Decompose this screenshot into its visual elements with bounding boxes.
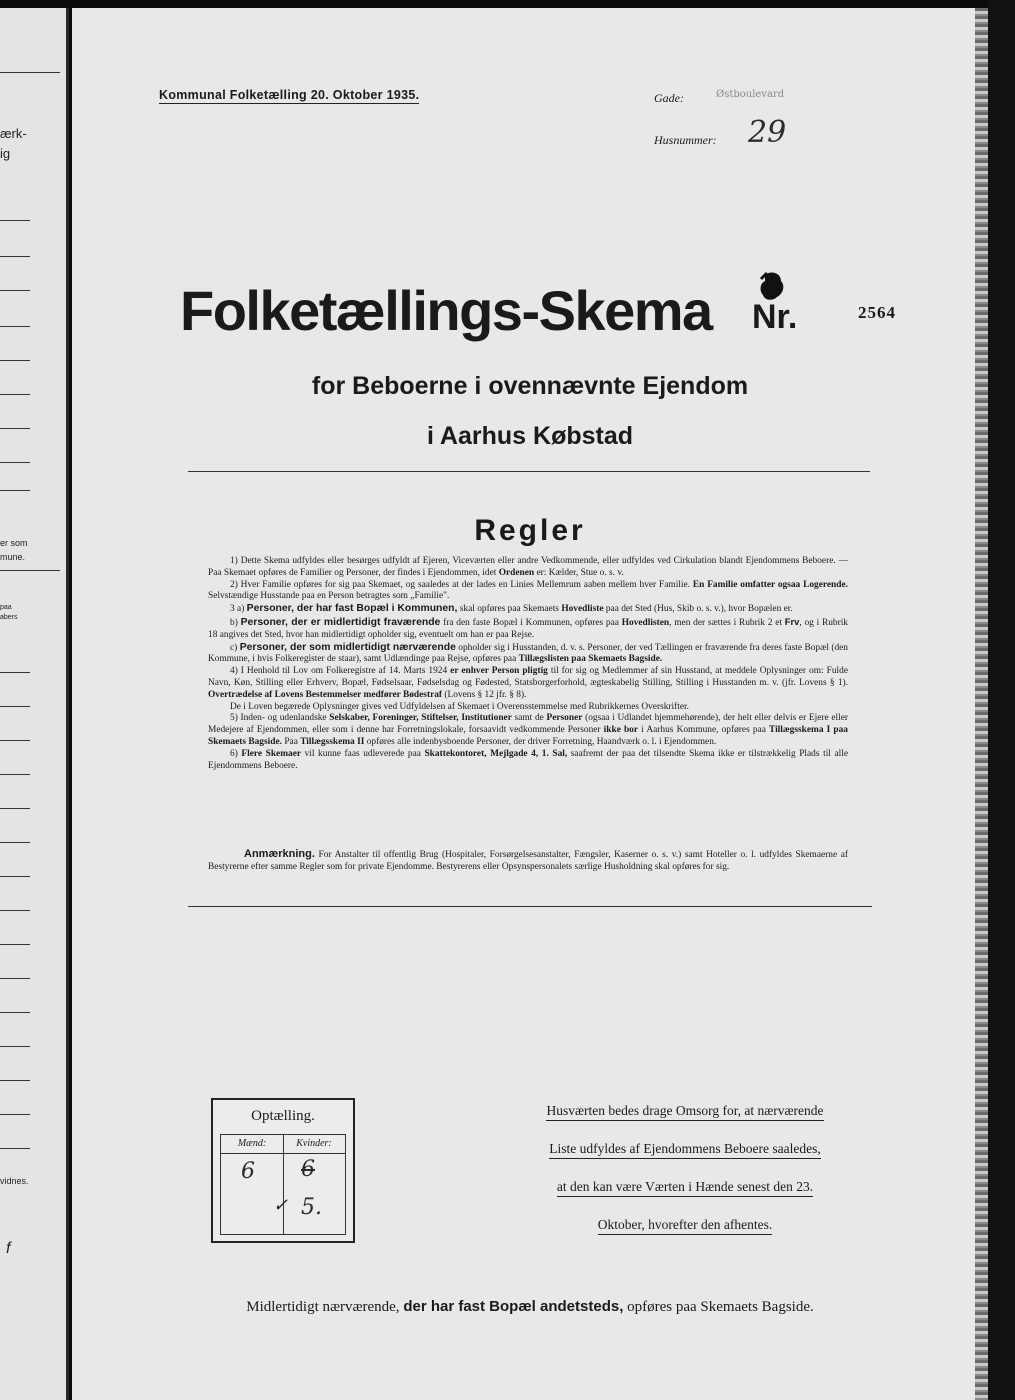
previous-page-edge bbox=[0, 8, 69, 1400]
remark-text: For Anstalter til offentlig Brug (Hospitaler, Forsørgelsesanstalter, Fængsler, Kaserner o. s. v.) samt Hoteller o. l. udfyldes Skemaerne af Bestyrerne efter samme Regler som for private Ejendomme. Bestyrerens eller Opsynspersonalets særlige Husholdning skal opføres for sig. bbox=[208, 850, 848, 872]
rule-3b: b) Personer, der er midlertidigt fraværende fra den faste Bopæl i Kommunen, opføres paa Hovedlisten, men der sættes i Rubrik 2 et Frv, og i Rubrik 18 angives det Sted, hvor han midlertidigt opholder sig, eventuelt om han er paa Rejse. bbox=[208, 615, 848, 640]
count-title: Optælling. bbox=[251, 1108, 315, 1124]
page-stack-edge bbox=[975, 8, 989, 1400]
census-form-sheet bbox=[72, 8, 988, 1400]
instruction-line: Husværten bedes drage Omsorg for, at nærværende bbox=[546, 1103, 823, 1121]
rule-line bbox=[0, 706, 30, 707]
subtitle-town: i Aarhus Købstad bbox=[426, 422, 634, 450]
text-fragment: paa bbox=[0, 604, 12, 611]
header-divider bbox=[221, 1153, 345, 1154]
subtitle-residents: for Beboerne i ovennævnte Ejendom bbox=[311, 372, 749, 400]
rule-line bbox=[0, 570, 60, 571]
rule-line bbox=[0, 876, 30, 877]
house-number-label: Husnummer: bbox=[654, 133, 717, 147]
column-divider bbox=[283, 1135, 284, 1234]
rule-3c: c) Personer, der som midlertidigt nærværende opholder sig i Husstanden, d. v. s. Personer, der ved Tællingen er fraværende fra deres faste Bopæl (den Kommune, i hvis Folkeregister de staar), samt Udlændinge paa Rejse, opføres paa Tillægslisten paa Skemaets Bagside. bbox=[208, 641, 848, 665]
check-mark-icon: ✓ bbox=[273, 1195, 289, 1216]
rule-line bbox=[0, 490, 30, 491]
text-fragment: f bbox=[6, 1240, 11, 1257]
divider bbox=[188, 471, 870, 472]
rule-4: 4) I Henhold til Lov om Folkeregistre af 14. Marts 1924 er enhver Person pligtig til for sig og Medlemmer af sin Husstand, at meddele Oplysninger om: Fulde Navn, Køn, Stilling eller Erhverv, Bopæl, Fødselsaar, Fødselsdag og Fødested, Statsborgerforhold, ægteskabelig Stilling, Stilling i Husstanden m. v. (jfr. Lovens § 1). Overtrædelse af Lovens Bestemmelser medfører Bødestraf (Lovens § 12 jfr. § 8). bbox=[208, 666, 848, 700]
text-fragment: ig bbox=[0, 146, 11, 161]
rule-2: 2) Hver Familie opføres for sig paa Skemaet, og saaledes at der lades en Linies Mellemrum aaben mellem hver Familie. En Familie omfatter ogsaa Logerende. Selvstændige Husstande paa en Person betragtes som „Familie". bbox=[208, 579, 848, 602]
rule-line bbox=[0, 220, 30, 221]
landlord-instructions bbox=[510, 1103, 860, 1245]
men-label: Mænd: bbox=[237, 1138, 267, 1149]
rule-line bbox=[0, 1012, 30, 1013]
rule-line bbox=[0, 72, 60, 73]
text-fragment: mune. bbox=[0, 552, 26, 562]
rule-line bbox=[0, 1114, 30, 1115]
rule-line bbox=[0, 1046, 30, 1047]
divider bbox=[188, 906, 872, 907]
text-fragment: er som bbox=[0, 538, 28, 548]
text-fragment: ærk- bbox=[0, 126, 27, 141]
rule-line bbox=[0, 1080, 30, 1081]
instruction-line: Liste udfyldes af Ejendommens Beboere saaledes, bbox=[549, 1141, 820, 1159]
rule-line bbox=[0, 808, 30, 809]
count-box bbox=[211, 1098, 355, 1243]
rule-line bbox=[0, 256, 30, 257]
remark-note bbox=[208, 848, 848, 873]
rule-line bbox=[0, 978, 30, 979]
rule-4-cont: De i Loven begærede Oplysninger gives ved Udfyldelsen af Skemaet i Overensstemmelse med Rubrikkernes Overskrifter. bbox=[230, 701, 689, 712]
rule-line bbox=[0, 360, 30, 361]
rule-6: 6) Flere Skemaer vil kunne faas udleverede paa Skattekontoret, Mejlgade 4, 1. Sal, saafremt der paa det tilsendte Skema ikke er tilstrækkelig Plads til alle Ejendommens Beboere. bbox=[208, 748, 849, 771]
rule-line bbox=[0, 428, 30, 429]
rule-line bbox=[0, 944, 30, 945]
rules-heading: Regler bbox=[474, 514, 586, 547]
street-value: Østboulevard bbox=[716, 89, 785, 100]
census-title: Kommunal Folketælling 20. Oktober 1935. bbox=[159, 88, 420, 102]
rule-line bbox=[0, 290, 30, 291]
binder-edge bbox=[988, 0, 1015, 1400]
rule-line bbox=[0, 394, 30, 395]
remark-label: Anmærkning. bbox=[244, 848, 315, 860]
form-number: 2564 bbox=[858, 303, 896, 322]
women-count-struck: 6 bbox=[301, 1157, 315, 1182]
instruction-line: Oktober, hvorefter den afhentes. bbox=[598, 1217, 773, 1235]
rule-line bbox=[0, 842, 30, 843]
rules-text bbox=[208, 556, 848, 772]
count-table bbox=[220, 1134, 346, 1235]
rule-line bbox=[0, 740, 30, 741]
text-fragment: vidnes. bbox=[0, 1176, 29, 1186]
form-title: Folketællings-Skema bbox=[180, 279, 712, 342]
street-label: Gade: bbox=[654, 91, 684, 105]
text-fragment: abers bbox=[0, 614, 18, 621]
instruction-line: at den kan være Værten i Hænde senest den 23. bbox=[557, 1179, 813, 1197]
rule-line bbox=[0, 326, 30, 327]
number-label: Nr. bbox=[752, 298, 798, 336]
women-label: Kvinder: bbox=[296, 1138, 332, 1149]
women-count: 5. bbox=[301, 1195, 322, 1220]
rule-line bbox=[0, 1148, 30, 1149]
rule-1: 1) Dette Skema udfyldes eller besørges udfyldt af Ejeren, Viceværten eller andre Vedkommende, eller udfyldes ved Cirkulation blandt Ejendommens Beboere. — Paa Skemaet opføres de Familier og Personer, der findes i Ejendommen, idet Ordenen er: Kælder, Stue o. s. v. bbox=[208, 556, 848, 578]
rule-3a: 3 a) Personer, der har fast Bopæl i Kommunen, skal opføres paa Skemaets Hovedliste paa det Sted (Hus, Skib o. s. v.), hvor Bopælen er. bbox=[230, 603, 793, 615]
footer-note: Midlertidigt nærværende, der har fast Bopæl andetsteds, opføres paa Skemaets Bagside. bbox=[246, 1298, 814, 1315]
rule-5: 5) Inden- og udenlandske Selskaber, Foreninger, Stiftelser, Institutioner samt de Personer (ogsaa i Udlandet hjemmehørende), der helt eller delvis er Ejere eller Medejere af Ejendommen, eller som i denne har Forretningslokale, forsaavidt vedkommende Personer ikke bor i Aarhus Kommune, opføres paa Tillægsskema I paa Skemaets Bagside. Paa Tillægsskema II opføres alle indenbysboende Personer, der driver Forretning, Haandværk o. l. i Ejendommen. bbox=[208, 713, 848, 747]
rule-line bbox=[0, 910, 30, 911]
rule-line bbox=[0, 672, 30, 673]
house-number-value: 29 bbox=[748, 115, 787, 150]
rule-line bbox=[0, 774, 30, 775]
rule-line bbox=[0, 462, 30, 463]
men-count: 6 bbox=[241, 1159, 255, 1184]
